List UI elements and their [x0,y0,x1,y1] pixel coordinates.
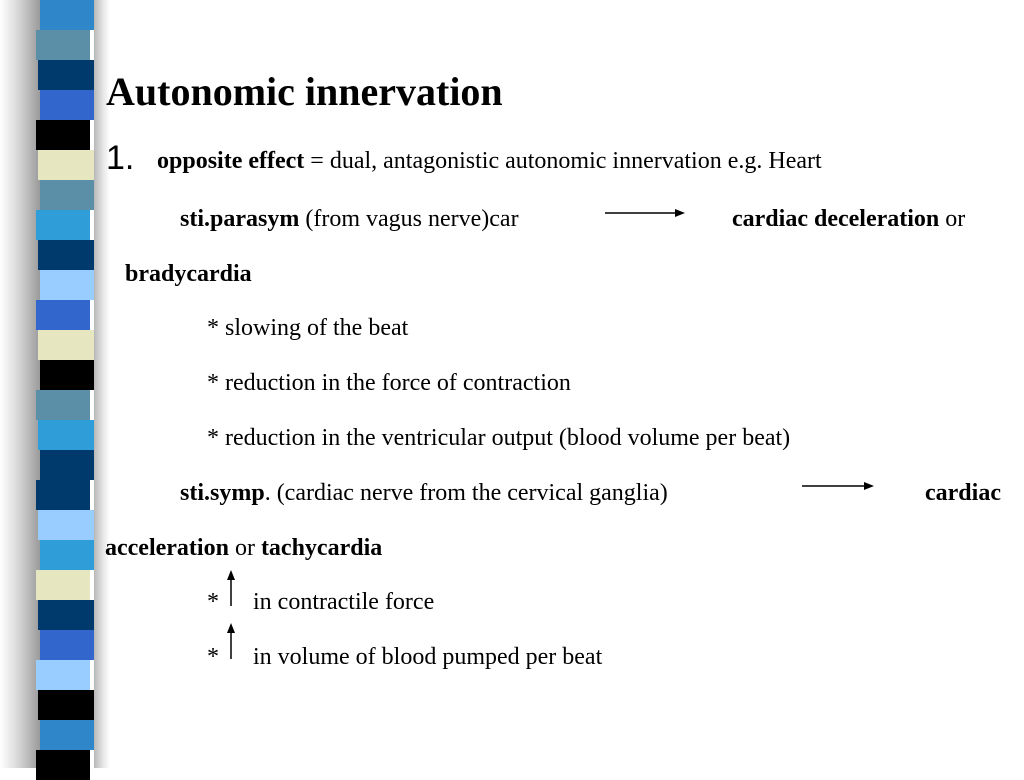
decorative-color-strip [38,0,94,768]
strip-band [38,690,94,720]
strip-band [36,480,90,510]
strip-band [36,30,90,60]
symp-effect-bullet: * [207,589,219,615]
strip-band [36,120,90,150]
strip-band [38,240,94,270]
strip-band [40,0,94,30]
strip-band [38,330,94,360]
term-tachycardia: tachycardia [260,535,383,561]
symp-effect-text: in contractile force [253,589,435,615]
line-bradycardia [125,262,252,286]
right-arrow-icon [802,481,874,491]
term-cardiac: cardiac [925,480,1001,506]
strip-band [40,270,94,300]
strip-band [36,390,90,420]
line-parasym [180,207,519,231]
item-number: 1. [106,139,135,177]
line-opposite-effect [157,149,822,173]
para-effect-item: * reduction in the force of contraction [207,370,571,396]
strip-band [38,60,94,90]
strip-band [40,630,94,660]
strip-band [36,750,90,780]
slide-title: Autonomic innervation [106,69,503,114]
line-symp-result [925,481,1001,505]
right-arrow-icon [605,208,685,218]
strip-band [38,510,94,540]
term-bradycardia: bradycardia [125,261,252,287]
strip-band [40,720,94,750]
strip-band [40,450,94,480]
symp-effect-text: in volume of blood pumped per beat [253,644,603,670]
symp-effect-bullet: * [207,644,219,670]
up-arrow-icon [226,623,236,659]
strip-band [40,360,94,390]
strip-band [36,660,90,690]
strip-band [36,570,90,600]
term-acceleration: acceleration [105,535,229,561]
para-effect-item: * reduction in the ventricular output (blood volume per beat) [207,425,791,451]
strip-band [40,180,94,210]
term-sti-parasym: sti.parasym [180,206,300,232]
para-effect-item: * slowing of the beat [207,315,409,341]
symp-source: . (cardiac nerve from the cervical ganglia) [264,480,668,506]
up-arrow-icon [226,570,236,606]
or-text: or [939,206,966,232]
or-text: or [228,535,261,561]
left-shadow [0,0,40,768]
strip-band [36,300,90,330]
line-acceleration [105,536,382,560]
strip-band [40,540,94,570]
strip-shadow [94,0,110,768]
term-opposite-effect: opposite effect [157,148,305,174]
parasym-source: (from vagus nerve)car [299,206,519,232]
strip-band [36,210,90,240]
definition-text: = dual, antagonistic autonomic innervation e.g. Heart [304,148,822,174]
line-symp [180,481,668,505]
strip-band [38,150,94,180]
strip-band [38,420,94,450]
term-sti-symp: sti.symp [180,480,265,506]
strip-band [38,600,94,630]
strip-band [40,90,94,120]
term-cardiac-deceleration: cardiac deceleration [732,206,940,232]
line-parasym-result [732,207,965,231]
